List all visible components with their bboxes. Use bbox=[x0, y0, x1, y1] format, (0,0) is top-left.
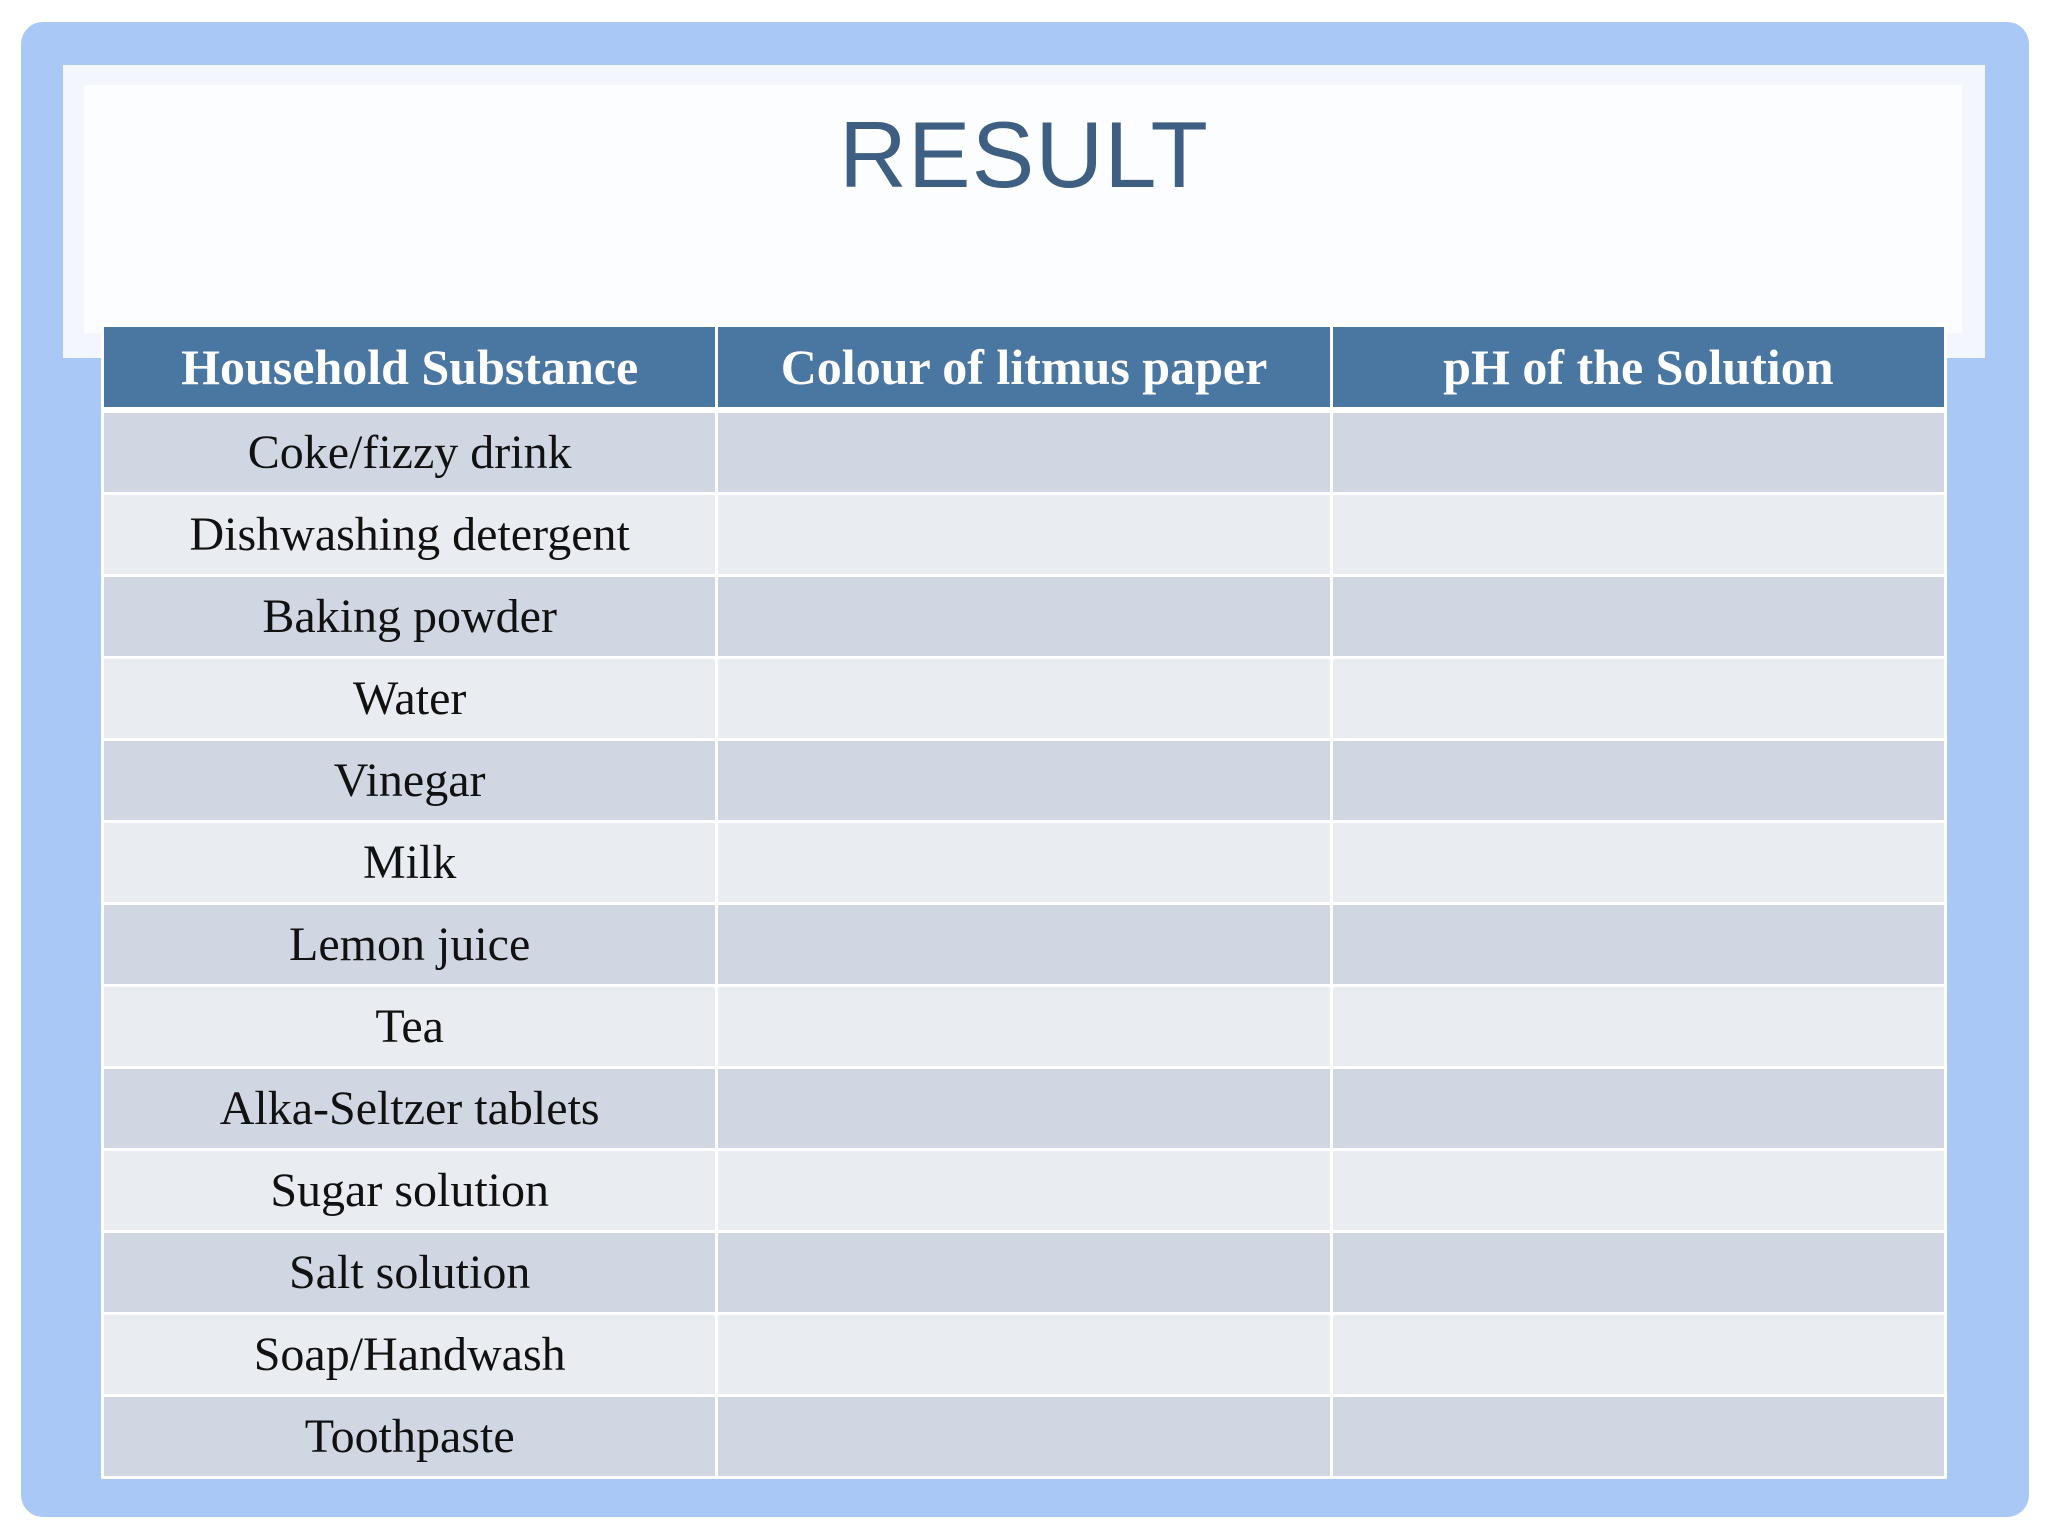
substance-cell: Tea bbox=[103, 986, 717, 1068]
litmus-colour-cell[interactable] bbox=[717, 1232, 1331, 1314]
ph-cell[interactable] bbox=[1331, 410, 1945, 494]
ph-cell[interactable] bbox=[1331, 494, 1945, 576]
header-household-substance: Household Substance bbox=[103, 326, 717, 411]
litmus-colour-cell[interactable] bbox=[717, 658, 1331, 740]
ph-cell[interactable] bbox=[1331, 740, 1945, 822]
ph-cell[interactable] bbox=[1331, 822, 1945, 904]
substance-cell: Coke/fizzy drink bbox=[103, 410, 717, 494]
result-table bbox=[101, 324, 1947, 1479]
table-row bbox=[103, 1314, 1946, 1396]
substance-cell: Lemon juice bbox=[103, 904, 717, 986]
substance-cell: Vinegar bbox=[103, 740, 717, 822]
substance-cell: Dishwashing detergent bbox=[103, 494, 717, 576]
substance-cell: Toothpaste bbox=[103, 1396, 717, 1478]
ph-cell[interactable] bbox=[1331, 1150, 1945, 1232]
ph-cell[interactable] bbox=[1331, 1396, 1945, 1478]
table-header-row bbox=[103, 326, 1946, 411]
table-row bbox=[103, 740, 1946, 822]
table-row bbox=[103, 658, 1946, 740]
litmus-colour-cell[interactable] bbox=[717, 494, 1331, 576]
ph-cell[interactable] bbox=[1331, 904, 1945, 986]
table-row bbox=[103, 986, 1946, 1068]
table-row bbox=[103, 1232, 1946, 1314]
litmus-colour-cell[interactable] bbox=[717, 986, 1331, 1068]
litmus-colour-cell[interactable] bbox=[717, 1314, 1331, 1396]
substance-cell: Milk bbox=[103, 822, 717, 904]
ph-cell[interactable] bbox=[1331, 576, 1945, 658]
ph-cell[interactable] bbox=[1331, 658, 1945, 740]
litmus-colour-cell[interactable] bbox=[717, 1150, 1331, 1232]
litmus-colour-cell[interactable] bbox=[717, 822, 1331, 904]
litmus-colour-cell[interactable] bbox=[717, 904, 1331, 986]
substance-cell: Baking powder bbox=[103, 576, 717, 658]
litmus-colour-cell[interactable] bbox=[717, 576, 1331, 658]
litmus-colour-cell[interactable] bbox=[717, 1068, 1331, 1150]
ph-cell[interactable] bbox=[1331, 1314, 1945, 1396]
substance-cell: Alka-Seltzer tablets bbox=[103, 1068, 717, 1150]
table-row bbox=[103, 1150, 1946, 1232]
table-row bbox=[103, 1396, 1946, 1478]
substance-cell: Sugar solution bbox=[103, 1150, 717, 1232]
ph-cell[interactable] bbox=[1331, 1068, 1945, 1150]
substance-cell: Water bbox=[103, 658, 717, 740]
ph-cell[interactable] bbox=[1331, 986, 1945, 1068]
slide-title: RESULT bbox=[839, 102, 1209, 207]
table-row bbox=[103, 410, 1946, 494]
litmus-colour-cell[interactable] bbox=[717, 410, 1331, 494]
table-row bbox=[103, 1068, 1946, 1150]
substance-cell: Salt solution bbox=[103, 1232, 717, 1314]
header-ph: pH of the Solution bbox=[1331, 326, 1945, 411]
table-row bbox=[103, 494, 1946, 576]
litmus-colour-cell[interactable] bbox=[717, 740, 1331, 822]
ph-cell[interactable] bbox=[1331, 1232, 1945, 1314]
table-row bbox=[103, 904, 1946, 986]
substance-cell: Soap/Handwash bbox=[103, 1314, 717, 1396]
table-row bbox=[103, 822, 1946, 904]
litmus-colour-cell[interactable] bbox=[717, 1396, 1331, 1478]
table-row bbox=[103, 576, 1946, 658]
header-litmus-colour: Colour of litmus paper bbox=[717, 326, 1331, 411]
